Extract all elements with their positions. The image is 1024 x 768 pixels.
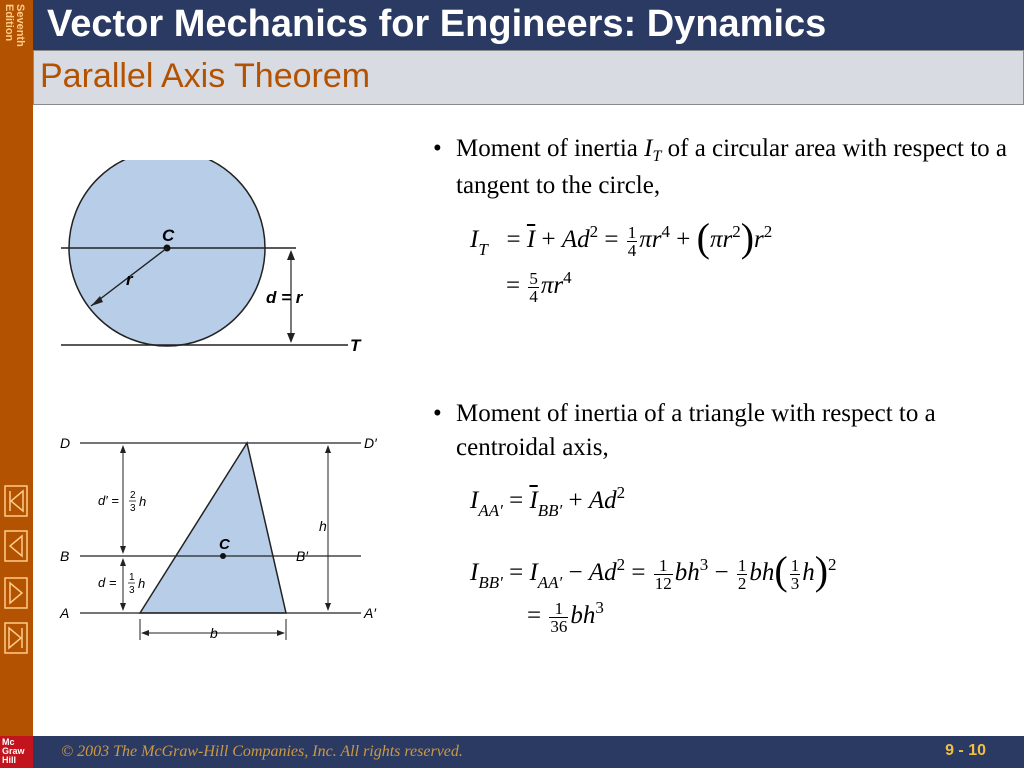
- label-b: B: [60, 548, 70, 564]
- copyright-text: © 2003 The McGraw-Hill Companies, Inc. All rights reserved.: [61, 743, 463, 760]
- dim-arrow: [120, 603, 126, 611]
- frac-num: 1: [129, 572, 135, 583]
- dim-arrow: [120, 445, 126, 453]
- dimension-arrow-bottom: [287, 333, 295, 343]
- logo-line: Hill: [2, 755, 17, 765]
- equation-triangle-line3: = $\frac{1}{36}$ $bh^3$: [527, 598, 604, 636]
- equation-triangle-line1: $I_{AA'} = \overline{I}_{BB'} + Ad^2$: [470, 483, 626, 520]
- left-sidebar: [0, 0, 33, 768]
- next-slide-button[interactable]: [4, 577, 28, 609]
- last-slide-button[interactable]: [4, 622, 28, 654]
- label-a: A: [60, 605, 70, 621]
- circle-shape: [69, 160, 265, 346]
- previous-slide-icon: [4, 530, 28, 562]
- triangle-shape: [140, 443, 286, 613]
- bullet-dot: •: [433, 400, 442, 427]
- slide-title-bar: [33, 50, 1024, 105]
- dprime-label: d′ =: [98, 493, 119, 508]
- slide-title: Parallel Axis Theorem: [40, 57, 371, 95]
- bullet-text: [456, 132, 1016, 203]
- bullet-text-part: of a circular area with respect to a tangent to the circle,: [456, 135, 1008, 199]
- dim-arrow: [141, 630, 149, 636]
- height-label: h: [319, 518, 327, 534]
- triangle-figure: [56, 425, 396, 650]
- logo-line: Graw: [2, 746, 25, 756]
- equation-circle-line1: $I_T = \overline{I} + Ad^2$ = $\frac{1}{4}$ $\pi r^4 + (\pi r^2)r^2$: [470, 215, 773, 260]
- tangent-label: T: [350, 336, 361, 355]
- math-subscript: T: [652, 148, 662, 165]
- dim-arrow: [120, 558, 126, 566]
- dimension-arrow-top: [287, 250, 295, 260]
- label-dprime: D′: [364, 435, 377, 451]
- label-bprime: B′: [296, 548, 308, 564]
- bullet-text-part: Moment of inertia: [456, 135, 638, 162]
- header-bar: [33, 0, 1024, 50]
- dim-arrow: [325, 445, 331, 453]
- page-number: 9 - 10: [945, 742, 986, 759]
- first-slide-button[interactable]: [4, 485, 28, 517]
- centroid-dot: [220, 553, 226, 559]
- edition-line-1: Seventh: [14, 4, 26, 47]
- math-symbol: I: [644, 135, 653, 162]
- frac-den: 3: [130, 503, 136, 514]
- bullet-dot: •: [433, 135, 442, 162]
- footer-bar: [33, 736, 1024, 768]
- first-slide-icon: [4, 485, 28, 517]
- edition-line-2: Edition: [3, 4, 15, 42]
- next-slide-icon: [4, 577, 28, 609]
- equation-triangle-line2: $I_{BB'} = I_{AA'} - Ad^2$ = $\frac{1}{12}$ $bh^3$ − $\frac{1}{2}$ bh( $\frac{1}{3}$ h)$^2$: [470, 548, 837, 593]
- d-label: d =: [98, 575, 117, 590]
- bullet-text: Moment of inertia of a triangle with respect to a centroidal axis,: [456, 400, 936, 461]
- dim-arrow: [325, 603, 331, 611]
- radius-label: r: [126, 270, 133, 289]
- base-label: b: [210, 625, 218, 641]
- previous-slide-button[interactable]: [4, 530, 28, 562]
- course-title: Vector Mechanics for Engineers: Dynamics: [47, 3, 827, 45]
- edition-label: [0, 2, 32, 64]
- last-slide-icon: [4, 622, 28, 654]
- h-label: h: [138, 576, 146, 591]
- label-aprime: A′: [364, 605, 376, 621]
- centroid-label: C: [162, 226, 175, 245]
- equation-circle-line2: = $\frac{5}{4}$ $\pi r^4$: [506, 268, 572, 306]
- frac-den: 3: [129, 585, 135, 596]
- dim-arrow: [120, 546, 126, 554]
- label-d: D: [60, 435, 71, 451]
- frac-num: 2: [130, 490, 136, 501]
- dim-arrow: [277, 630, 285, 636]
- distance-label: d = r: [266, 288, 303, 307]
- mcgraw-hill-logo: [0, 736, 33, 768]
- circle-figure: [56, 160, 376, 360]
- logo-line: Mc: [2, 737, 15, 747]
- centroid-label: C: [219, 536, 230, 553]
- h-label: h: [139, 494, 147, 509]
